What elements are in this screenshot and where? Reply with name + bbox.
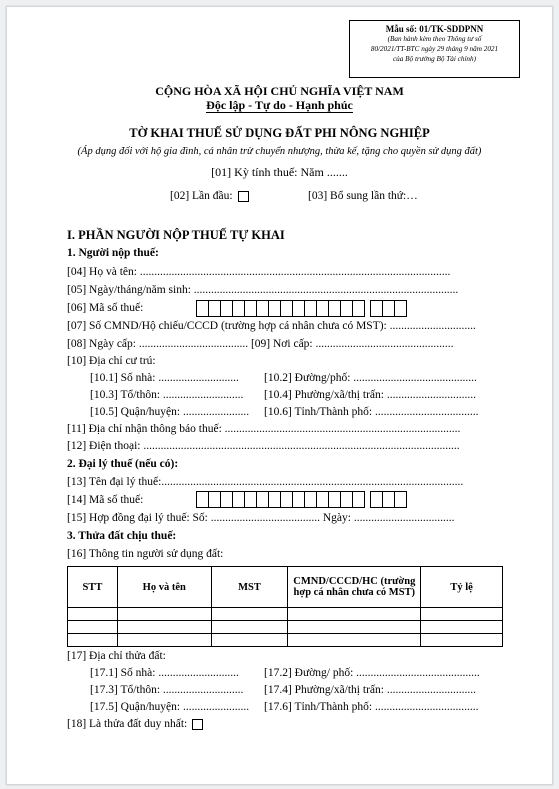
- notice-address-field[interactable]: [11] Địa chỉ nhận thông báo thuế: ..................................................................................: [67, 423, 461, 435]
- unique-plot-checkbox[interactable]: [192, 719, 203, 730]
- national-motto: [0, 98, 559, 113]
- hamlet-field[interactable]: [10.3] Tổ/thôn: ............................: [90, 389, 244, 401]
- table-header-row: [68, 567, 503, 608]
- form-title: TỜ KHAI THUẾ SỬ DỤNG ĐẤT PHI NÔNG NGHIỆP: [129, 126, 430, 140]
- form-subtitle: (Áp dụng đối với hộ gia đình, cá nhân trừ chuyển nhượng, thừa kế, tặng cho quyền sử dụng đất): [77, 146, 482, 157]
- form-note-line-3: của Bộ trưởng Bộ Tài chính): [392, 55, 477, 63]
- col-stt: STT: [68, 567, 118, 608]
- issue-date-place-field[interactable]: [08] Ngày cấp: ...................................... [09] Nơi cấp: ................................................: [67, 338, 454, 350]
- form-note-line-2: 80/2021/TT-BTC ngày 29 tháng 9 năm 2021: [370, 45, 499, 53]
- supplement-field: [03] Bổ sung lần thứ:…: [308, 190, 418, 202]
- birthdate-field[interactable]: [05] Ngày/tháng/năm sinh: ............................................................................................: [67, 284, 459, 296]
- street-field[interactable]: [10.2] Đường/phố: ...........................................: [264, 372, 477, 384]
- col-id: CMND/CCCD/HC (trường hợp cá nhân chưa có MST): [288, 567, 421, 608]
- plot-province-field[interactable]: [17.6] Tỉnh/Thành phố: ....................................: [264, 701, 479, 713]
- col-name: Họ và tên: [117, 567, 211, 608]
- agent-tax-code-label: [14] Mã số thuế:: [67, 494, 144, 506]
- table-row[interactable]: [68, 608, 503, 621]
- table-row[interactable]: [68, 634, 503, 647]
- plot-address-label: [17] Địa chỉ thửa đất:: [67, 650, 166, 662]
- phone-field[interactable]: [12] Điện thoại: ..............................................................................................................: [67, 440, 460, 452]
- tax-code-label: [06] Mã số thuế:: [67, 302, 144, 314]
- plot-hamlet-field[interactable]: [17.3] Tổ/thôn: ............................: [90, 684, 244, 696]
- first-time-field: [170, 190, 249, 202]
- plot-district-field[interactable]: [17.5] Quận/huyện: .......................: [90, 701, 250, 713]
- motto-text: Độc lập - Tự do - Hạnh phúc: [206, 98, 353, 112]
- plot-street-field[interactable]: [17.2] Đường/ phố: ...........................................: [264, 667, 480, 679]
- form-code-box: [349, 20, 520, 78]
- country-name: CỘNG HÒA XÃ HỘI CHỦ NGHĨA VIỆT NAM: [155, 84, 404, 98]
- province-field[interactable]: [10.6] Tỉnh/Thành phố: ....................................: [264, 406, 479, 418]
- form-code: Mẫu số: 01/TK-SDDPNN: [385, 24, 484, 34]
- plot-ward-field[interactable]: [17.4] Phường/xã/thị trấn: ...............................: [264, 684, 476, 696]
- table-row[interactable]: [68, 621, 503, 634]
- house-number-field[interactable]: [10.1] Số nhà: ............................: [90, 372, 239, 384]
- name-field[interactable]: [04] Họ và tên: ............................................................................................................: [67, 266, 451, 278]
- id-number-field[interactable]: [07] Số CMND/Hộ chiếu/CCCD (trường hợp cá nhân chưa có MST): ..............................: [67, 320, 476, 332]
- land-user-info-label: [16] Thông tin người sử dụng đất:: [67, 548, 224, 560]
- plot-house-number-field[interactable]: [17.1] Số nhà: ............................: [90, 667, 239, 679]
- land-user-table: [67, 566, 503, 647]
- col-ratio: Tỷ lệ: [421, 567, 503, 608]
- residence-address-label: [10] Địa chỉ cư trú:: [67, 355, 156, 367]
- unique-plot-label: [18] Là thửa đất duy nhất:: [67, 718, 188, 730]
- tax-period: [01] Kỳ tính thuế: Năm .......: [211, 165, 348, 179]
- tax-code-boxes[interactable]: [197, 300, 365, 317]
- agent-tax-code-suffix-boxes[interactable]: [371, 491, 407, 508]
- tax-agent-heading: 2. Đại lý thuế (nếu có):: [67, 458, 179, 470]
- agent-tax-code-boxes[interactable]: [197, 491, 365, 508]
- form-note-line-1: (Ban hành kèm theo Thông tư số: [387, 35, 482, 43]
- section-title: I. PHẦN NGƯỜI NỘP THUẾ TỰ KHAI: [67, 228, 285, 242]
- ward-field[interactable]: [10.4] Phường/xã/thị trấn: ...............................: [264, 389, 476, 401]
- tax-code-suffix-boxes[interactable]: [371, 300, 407, 317]
- taxpayer-heading: 1. Người nộp thuế:: [67, 247, 159, 259]
- district-field[interactable]: [10.5] Quận/huyện: .......................: [90, 406, 250, 418]
- agent-contract-field[interactable]: [15] Hợp đồng đại lý thuế: Số: ...................................... Ngày: ...................................: [67, 512, 455, 524]
- first-time-checkbox[interactable]: [238, 191, 249, 202]
- unique-plot-field: [67, 718, 203, 730]
- first-time-label: [02] Lần đầu:: [170, 190, 233, 202]
- col-mst: MST: [211, 567, 288, 608]
- land-plot-heading: 3. Thửa đất chịu thuế:: [67, 530, 177, 542]
- agent-name-field[interactable]: [13] Tên đại lý thuế:.........................................................................................................: [67, 476, 464, 488]
